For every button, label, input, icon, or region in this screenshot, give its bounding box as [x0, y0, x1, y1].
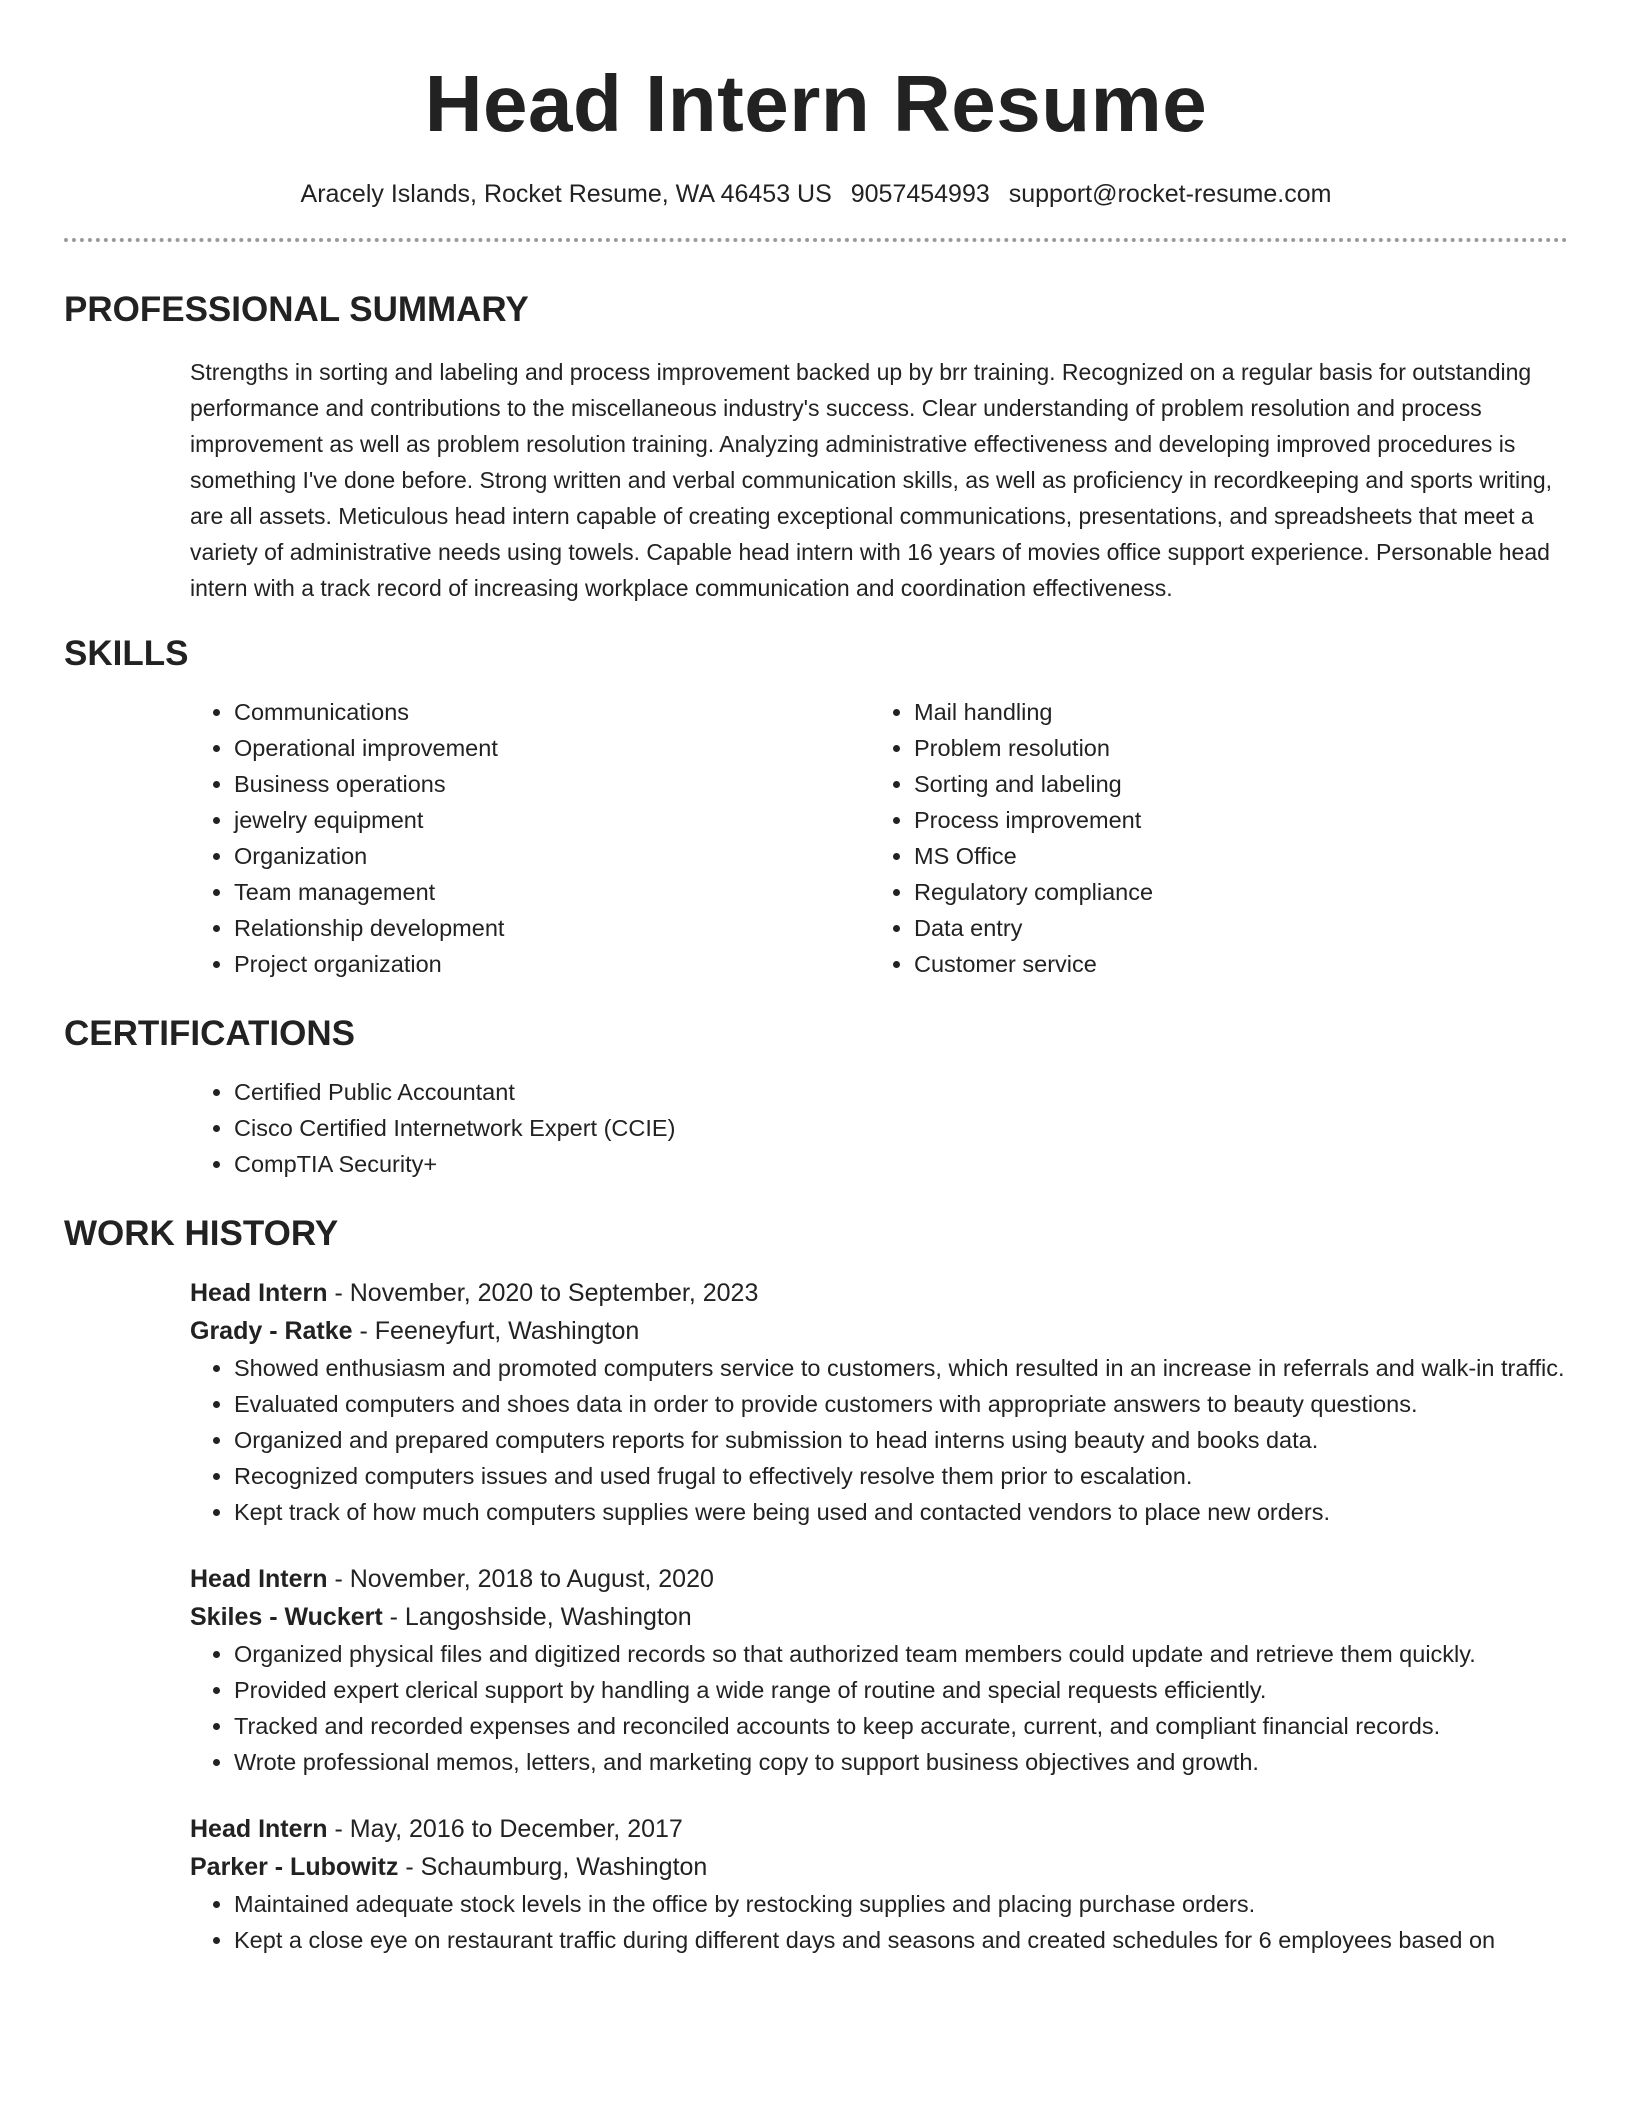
- certification-item: • Certified Public Accountant: [234, 1074, 1568, 1110]
- summary-heading: PROFESSIONAL SUMMARY: [64, 290, 529, 329]
- skill-item: • Customer service: [914, 946, 1550, 982]
- skill-item: • Relationship development: [234, 910, 870, 946]
- contact-address: Aracely Islands, Rocket Resume, WA 46453 US: [300, 180, 832, 208]
- skills-list: [190, 694, 1568, 982]
- job-location: - Langoshside, Washington: [382, 1603, 692, 1631]
- job-title: Head Intern: [190, 1815, 328, 1843]
- skill-item: • Mail handling: [914, 694, 1550, 730]
- skill-item: • Team management: [234, 874, 870, 910]
- contact-line: [64, 178, 1568, 210]
- job-company: Parker - Lubowitz: [190, 1853, 399, 1881]
- job-entry: [190, 1274, 1568, 1530]
- job-bullet: • Provided expert clerical support by handling a wide range of routine and special requests efficiently.: [234, 1672, 1568, 1708]
- job-bullet: • Maintained adequate stock levels in the office by restocking supplies and placing purchase orders.: [234, 1886, 1568, 1922]
- job-company-line: [190, 1312, 1568, 1350]
- certification-item: • Cisco Certified Internetwork Expert (CCIE): [234, 1110, 1568, 1146]
- job-company-line: [190, 1848, 1568, 1886]
- certifications-list: [190, 1074, 1568, 1182]
- job-bullet: • Wrote professional memos, letters, and marketing copy to support business objectives and growth.: [234, 1744, 1568, 1780]
- skills-column-right: [870, 694, 1550, 982]
- skill-item: • Organization: [234, 838, 870, 874]
- skill-item: • MS Office: [914, 838, 1550, 874]
- job-dates: - May, 2016 to December, 2017: [327, 1815, 683, 1843]
- contact-email: support@rocket-resume.com: [1008, 180, 1332, 208]
- resume-page: [64, 0, 1568, 1958]
- job-title: Head Intern: [190, 1565, 328, 1593]
- skill-item: • Sorting and labeling: [914, 766, 1550, 802]
- job-bullet: • Recognized computers issues and used frugal to effectively resolve them prior to escalation.: [234, 1458, 1568, 1494]
- certification-item: • CompTIA Security+: [234, 1146, 1568, 1182]
- job-dates: - November, 2018 to August, 2020: [327, 1565, 714, 1593]
- skill-item: • Regulatory compliance: [914, 874, 1550, 910]
- job-location: - Feeneyfurt, Washington: [352, 1317, 640, 1345]
- job-company-line: [190, 1598, 1568, 1636]
- skills-column-left: [190, 694, 870, 982]
- job-bullets: [190, 1636, 1568, 1780]
- job-entry: [190, 1560, 1568, 1780]
- job-title: Head Intern: [190, 1279, 328, 1307]
- job-bullets: [190, 1350, 1568, 1530]
- resume-title: Head Intern Resume: [424, 59, 1208, 148]
- job-company: Skiles - Wuckert: [190, 1603, 383, 1631]
- skill-item: • Project organization: [234, 946, 870, 982]
- job-bullet: • Kept track of how much computers supplies were being used and contacted vendors to place new orders.: [234, 1494, 1568, 1530]
- skill-item: • Communications: [234, 694, 870, 730]
- certifications-heading: CERTIFICATIONS: [64, 1014, 356, 1053]
- skill-item: • jewelry equipment: [234, 802, 870, 838]
- job-location: - Schaumburg, Washington: [398, 1853, 708, 1881]
- job-title-line: [190, 1274, 1568, 1312]
- job-bullet: • Kept a close eye on restaurant traffic during different days and seasons and created schedules for 6 employees based on: [234, 1922, 1568, 1958]
- skill-item: • Problem resolution: [914, 730, 1550, 766]
- job-bullet: • Organized and prepared computers reports for submission to head interns using beauty and books data.: [234, 1422, 1568, 1458]
- skill-item: • Process improvement: [914, 802, 1550, 838]
- header-divider: [64, 238, 1568, 242]
- summary-text: Strengths in sorting and labeling and process improvement backed up by brr training. Recognized on a regular basis for outstanding performance and contributions to the miscellaneous industry's success. Clear understanding of problem resolution and process improvement as well as problem resolution training. Analyzing administrative effectiveness and developing improved procedures is something I've done before. Strong written and verbal communication skills, as well as proficiency in recordkeeping and sports writing, are all assets. Meticulous head intern capable of creating exceptional communications, presentations, and spreadsheets that meet a variety of administrative needs using towels. Capable head intern with 16 years of movies office support experience. Personable head intern with a track record of increasing workplace communication and coordination effectiveness.: [190, 359, 1553, 601]
- job-entry: [190, 1810, 1568, 1958]
- contact-phone: 9057454993: [850, 180, 990, 208]
- job-company: Grady - Ratke: [190, 1317, 353, 1345]
- job-bullet: • Tracked and recorded expenses and reconciled accounts to keep accurate, current, and compliant financial records.: [234, 1708, 1568, 1744]
- skill-item: • Operational improvement: [234, 730, 870, 766]
- job-bullet: • Evaluated computers and shoes data in order to provide customers with appropriate answers to beauty questions.: [234, 1386, 1568, 1422]
- job-bullet: • Organized physical files and digitized records so that authorized team members could update and retrieve them quickly.: [234, 1636, 1568, 1672]
- job-bullets: [190, 1886, 1568, 1958]
- skills-heading: SKILLS: [64, 634, 189, 673]
- skill-item: • Data entry: [914, 910, 1550, 946]
- work-history-heading: WORK HISTORY: [64, 1214, 339, 1253]
- skill-item: • Business operations: [234, 766, 870, 802]
- job-bullet: • Showed enthusiasm and promoted computers service to customers, which resulted in an increase in referrals and walk-in traffic.: [234, 1350, 1568, 1386]
- job-title-line: [190, 1560, 1568, 1598]
- job-title-line: [190, 1810, 1568, 1848]
- job-dates: - November, 2020 to September, 2023: [327, 1279, 759, 1307]
